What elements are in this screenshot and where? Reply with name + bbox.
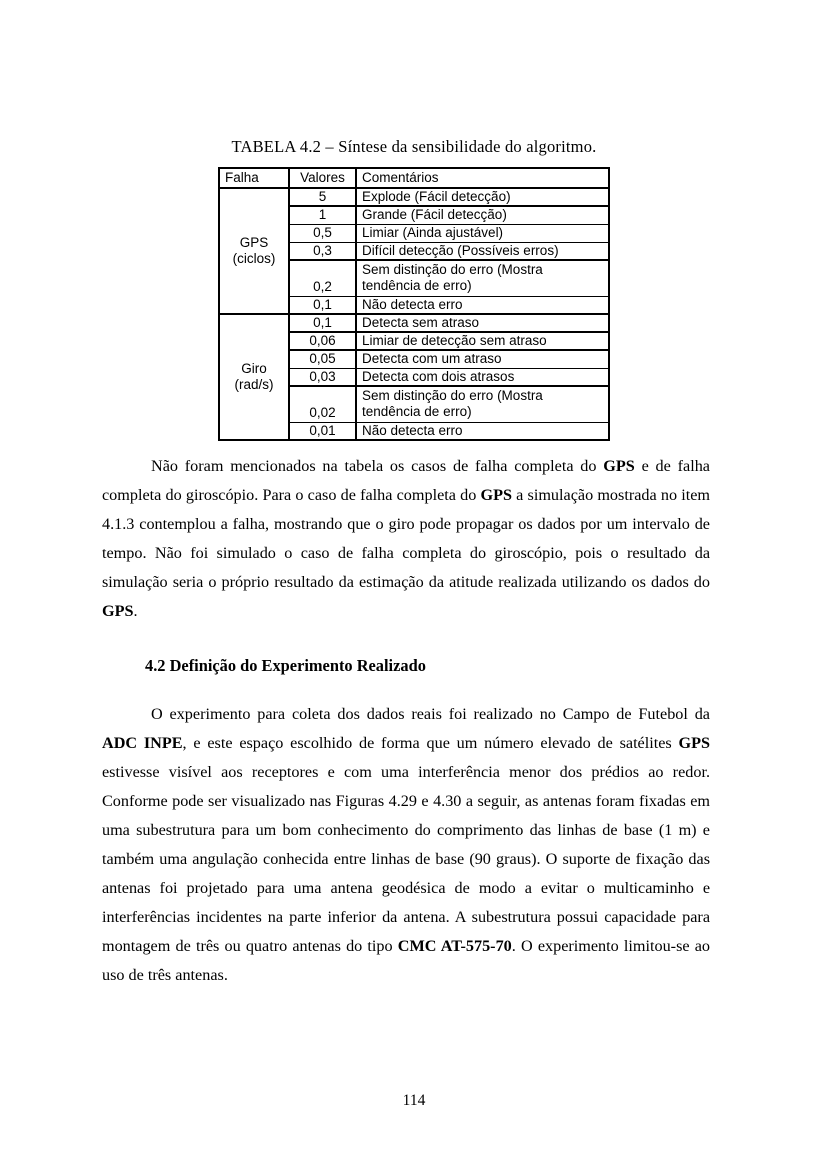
fault-type-label-line: GPS [239, 235, 269, 250]
column-header-valores: Valores [289, 168, 356, 188]
acronym-bold: ADC INPE [102, 734, 183, 752]
table-caption: TABELA 4.2 – Síntese da sensibilidade do algoritmo. [231, 137, 597, 156]
text-run: , e este espaço escolhido de forma que um número elevado de satélites [182, 734, 679, 752]
comment-cell: Sem distinção do erro (Mostra tendência de erro) [356, 386, 609, 422]
value-cell: 0,1 [289, 296, 356, 314]
value-cell: 5 [289, 188, 356, 206]
comment-cell: Não detecta erro [356, 296, 609, 314]
value-cell: 0,1 [289, 314, 356, 332]
text-run: a simulação mostrada no item 4.1.3 contemplou a falha, mostrando que o giro pode propagar os dados por um intervalo de tempo. Não foi simulado o caso de falha completa do giroscópio, pois o resultado da simulação seria o próprio resultado da estimação da atitude realizada utilizando os dados do [102, 486, 711, 591]
section-heading: 4.2 Definição do Experimento Realizado [145, 656, 426, 675]
table-row [219, 314, 609, 332]
table-header-row [219, 168, 609, 188]
comment-cell: Limiar de detecção sem atraso [356, 332, 609, 350]
comment-cell: Detecta com um atraso [356, 350, 609, 368]
text-run: e de falha completa do giroscópio. Para o caso de falha completa do [102, 457, 710, 504]
paragraph-experiment [102, 700, 710, 990]
value-cell: 0,03 [289, 368, 356, 386]
comment-cell: Não detecta erro [356, 422, 609, 440]
text-run: estivesse visível aos receptores e com uma interferência menor dos prédios ao redor. Conforme pode ser visualizado nas Figuras 4.29 e 4.30 a seguir, as antenas foram fixadas em uma subestrutura para um bom conhecimento do comprimento das linhas de base (1 m) e também uma angulação conhecida entre linhas de base (90 graus). O suporte de fixação das antenas foi projetado para uma antena geodésica de modo a evitar o multicaminho e interferências incidentes na parte inferior da antena. A subestrutura possui capacidade para montagem de três ou quatro antenas do tipo [102, 763, 710, 955]
fault-type-label-line: (rad/s) [234, 377, 274, 392]
comment-cell: Grande (Fácil detecção) [356, 206, 609, 224]
fault-type-cell [219, 188, 289, 314]
value-cell: 0,06 [289, 332, 356, 350]
table-row [219, 188, 609, 206]
comment-cell: Explode (Fácil detecção) [356, 188, 609, 206]
column-header-comentarios: Comentários [356, 168, 609, 188]
value-cell: 0,2 [289, 260, 356, 296]
acronym-bold: GPS [603, 457, 635, 475]
text-run: O experimento para coleta dos dados reais foi realizado no Campo de Futebol da [151, 705, 710, 723]
text-run: . O experimento limitou-se ao uso de três antenas. [102, 937, 710, 984]
sensitivity-table [218, 167, 610, 441]
comment-cell: Sem distinção do erro (Mostra tendência de erro) [356, 260, 609, 296]
comment-cell: Limiar (Ainda ajustável) [356, 224, 609, 242]
fault-type-cell [219, 314, 289, 440]
acronym-bold: GPS [480, 486, 512, 504]
text-run: Não foram mencionados na tabela os casos de falha completa do [151, 457, 604, 475]
text-run: . [133, 602, 138, 620]
comment-cell: Difícil detecção (Possíveis erros) [356, 242, 609, 260]
fault-type-label-line: (ciclos) [232, 251, 276, 266]
acronym-bold: GPS [102, 602, 134, 620]
comment-cell: Detecta sem atraso [356, 314, 609, 332]
acronym-bold: CMC AT-575-70 [397, 937, 512, 955]
value-cell: 0,5 [289, 224, 356, 242]
value-cell: 1 [289, 206, 356, 224]
page-number: 114 [402, 1092, 426, 1109]
value-cell: 0,05 [289, 350, 356, 368]
comment-cell: Detecta com dois atrasos [356, 368, 609, 386]
column-header-falha: Falha [219, 168, 289, 188]
fault-type-label-line: Giro [241, 361, 267, 376]
value-cell: 0,01 [289, 422, 356, 440]
value-cell: 0,02 [289, 386, 356, 422]
acronym-bold: GPS [678, 734, 710, 752]
paragraph-fault-cases [102, 452, 710, 626]
value-cell: 0,3 [289, 242, 356, 260]
